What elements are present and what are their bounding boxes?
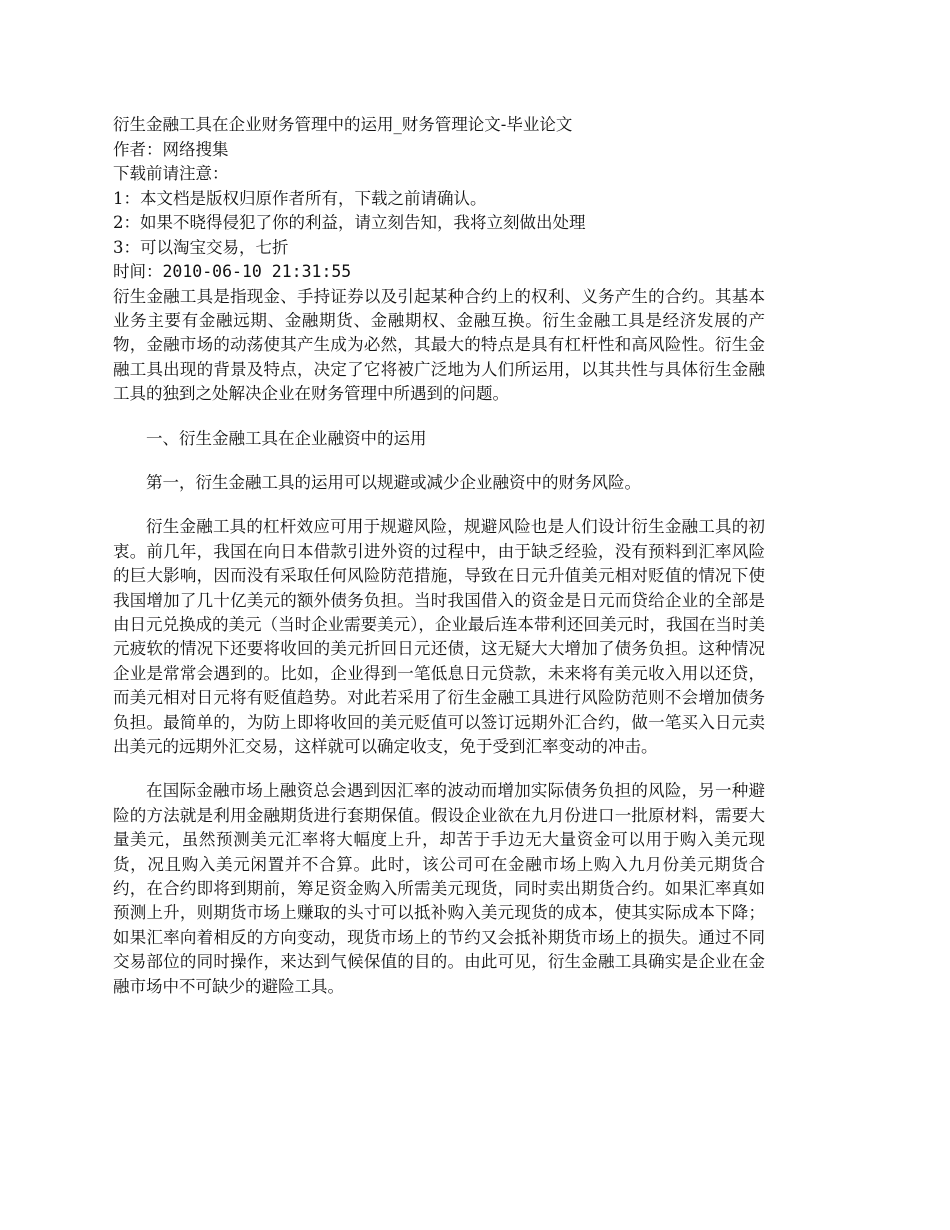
notice-item: 2：如果不晓得侵犯了你的利益，请立刻告知，我将立刻做出处理 xyxy=(113,213,586,232)
body-paragraph: 衍生金融工具的杠杆效应可用于规避风险，规避风险也是人们设计衍生金融工具的初衷。前几年，我国在向日本借款引进外资的过程中，由于缺乏经验，没有预料到汇率风险的巨大影响，因而没有采取任何风险防范措施，导致在日元升值美元相对贬值的情况下使我国增加了几十亿美元的额外债务负担。当时我国借入的资金是日元而贷给企业的全部是由日元兑换成的美元（当时企业需要美元），企业最后连本带利还回美元时，我国在当时美元疲软的情况下还要将收回的美元折回日元还债，这无疑大大增加了债务负担。这种情况企业是常常会遇到的。比如，企业得到一笔低息日元贷款，未来将有美元收入用以还贷，而美元相对日元将有贬值趋势。对此若采用了衍生金融工具进行风险防范则不会增加债务负担。最简单的，为防上即将收回的美元贬值可以签订远期外汇合约，做一笔买入日元卖出美元的远期外汇交易，这样就可以确定收支，免于受到汇率变动的冲击。 xyxy=(113,517,765,756)
timestamp-line: 时间：2010-06-10 21:31:55 xyxy=(113,262,352,281)
document-title: 衍生金融工具在企业财务管理中的运用_财务管理论文-毕业论文 xyxy=(113,115,573,134)
notice-item: 1：本文档是版权归原作者所有，下载之前请确认。 xyxy=(113,188,487,208)
document-page xyxy=(113,113,765,999)
body-paragraph: 在国际金融市场上融资总会遇到因汇率的波动而增加实际债务负担的风险，另一种避险的方法就是利用金融期货进行套期保值。假设企业欲在九月份进口一批原材料，需要大量美元，虽然预测美元汇率将大幅度上升，却苦于手边无大量资金可以用于购入美元现货，况且购入美元闲置并不合算。此时，该公司可在金融市场上购入九月份美元期货合约，在合约即将到期前，筹足资金购入所需美元现货，同时卖出期货合约。如果汇率真如预测上升，则期货市场上赚取的头寸可以抵补购入美元现货的成本，使其实际成本下降；如果汇率向着相反的方向变动，现货市场上的节约又会抵补期货市场上的损失。通过不同交易部位的同时操作，来达到气候保值的目的。由此可见，衍生金融工具确实是企业在金融市场中不可缺少的避险工具。 xyxy=(113,781,765,996)
notice-item: 3：可以淘宝交易，七折 xyxy=(113,237,289,257)
author-line: 作者：网络搜集 xyxy=(113,139,229,159)
section-heading: 一、衍生金融工具在企业融资中的运用 xyxy=(146,428,427,448)
notice-heading: 下载前请注意： xyxy=(113,164,229,183)
point-heading: 第一，衍生金融工具的运用可以规避或减少企业融资中的财务风险。 xyxy=(146,472,641,492)
intro-paragraph: 衍生金融工具是指现金、手持证券以及引起某种合约上的权利、义务产生的合约。其基本业务主要有金融远期、金融期货、金融期权、金融互换。衍生金融工具是经济发展的产物，金融市场的动荡使其产生成为必然，其最大的特点是具有杠杆性和高风险性。衍生金融工具出现的背景及特点，决定了它将被广泛地为人们所运用，以其共性与具体衍生金融工具的独到之处解决企业在财务管理中所遇到的问题。 xyxy=(113,286,765,404)
